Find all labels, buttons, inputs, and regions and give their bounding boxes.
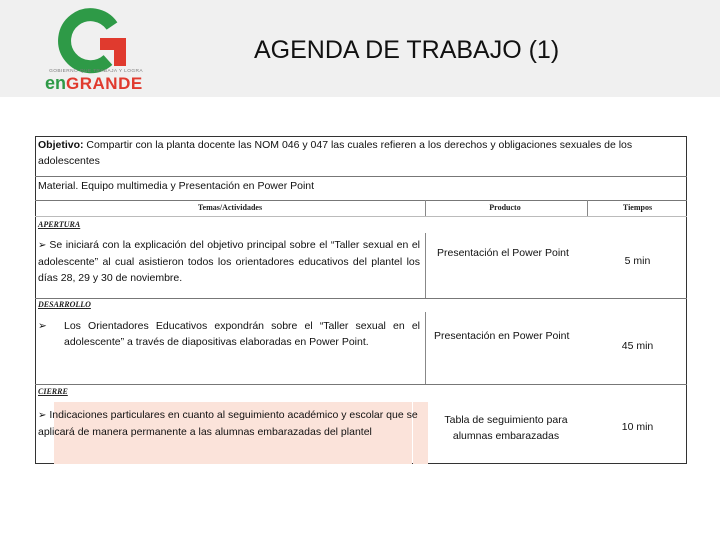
divider [35,216,687,217]
section-label-cierre: CIERRE [38,387,68,396]
section-label-apertura: APERTURA [38,220,81,229]
column-divider [587,200,588,216]
column-divider [425,200,426,216]
logo-wordmark-en: en [45,73,67,93]
bullet-arrow-icon: ➢ [38,320,47,332]
objective-text [38,137,678,169]
column-divider [425,233,426,298]
product-apertura: Presentación el Power Point [437,247,569,259]
divider [35,384,687,385]
header-product: Producto [489,203,521,212]
logo-slogan: GOBIERNO QUE TRABAJA Y LOGRA [49,69,143,74]
header-time: Tiempos [622,203,653,212]
activity-cierre: ➢ Indicaciones particulares en cuanto al seguimiento académico y escolar que se aplicará de manera permanente a las alumnas embarazadas del plantel [38,409,418,438]
section-label-desarrollo: DESARROLLO [38,300,91,309]
material-text: Material. Equipo multimedia y Presentación en Power Point [38,180,315,192]
column-divider [425,312,426,384]
product-cierre: Tabla de seguimiento para alumnas embarazadas [444,414,568,442]
bullet-arrow-icon: ➢ [38,240,47,251]
header-topics: Temas/Actividades [197,203,263,212]
activity-desarrollo: Los Orientadores Educativos expondrán sobre el “Taller sexual en el adolescente” a través de diapositivas elaboradas en Power Point. [64,320,420,348]
logo-wordmark-grande: GRANDE [66,74,143,93]
divider [35,200,687,201]
activity-apertura: ➢ Se iniciará con la explicación del objetivo principal sobre el “Taller sexual en el adolescente” al cual asistieron todos los orientadores educativos del plantel los días 28, 29 y 30 de noviembre. [38,239,420,284]
product-desarrollo: Presentación en Power Point [434,330,570,342]
objective-body: Compartir con la planta docente las NOM 046 y 047 las cuales refieren a los derechos y obligaciones sexuales de los adolescentes [38,139,633,167]
divider [35,298,687,299]
time-cierre: 10 min [621,421,654,433]
objective-label: Objetivo: [38,139,84,151]
time-apertura: 5 min [624,255,651,267]
header-banner [0,0,720,97]
divider [35,176,687,177]
page-title: AGENDA DE TRABAJO (1) [254,36,560,64]
time-desarrollo: 45 min [621,340,654,352]
logo-wordmark [45,73,143,94]
bullet-arrow-icon: ➢ [38,410,47,421]
